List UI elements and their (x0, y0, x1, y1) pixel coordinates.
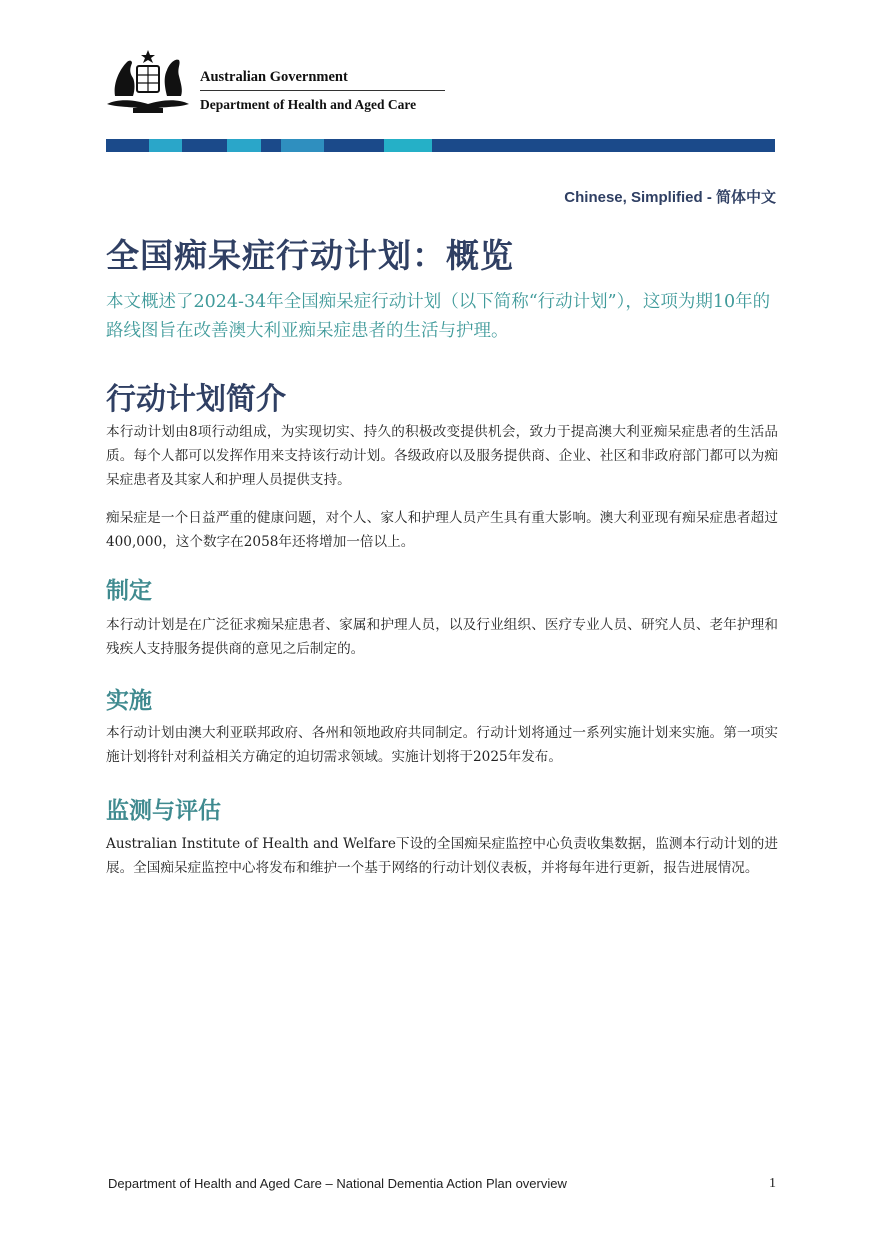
government-name: Australian Government (200, 68, 445, 91)
page-title: 全国痴呆症行动计划：概览 (106, 236, 514, 275)
color-bar-segment (384, 139, 432, 152)
government-wordmark (200, 68, 445, 113)
footer-document-title: Department of Health and Aged Care – National Dementia Action Plan overview (108, 1176, 567, 1191)
color-bar-segment (261, 139, 281, 152)
color-bar-segment (227, 139, 261, 152)
color-bar-segment (149, 139, 182, 152)
section-heading-intro: 行动计划简介 (106, 382, 286, 417)
intro-summary: 本文概述了2024-34年全国痴呆症行动计划（以下简称“行动计划”），这项为期10年的路线图旨在改善澳大利亚痴呆症患者的生活与护理。 (106, 292, 771, 341)
color-bar-segment (281, 139, 324, 152)
section-heading-development: 制定 (106, 578, 152, 604)
header-color-bar (106, 139, 775, 152)
footer-page-number: 1 (769, 1176, 776, 1191)
department-name: Department of Health and Aged Care (200, 97, 417, 112)
monitoring-paragraph: Australian Institute of Health and Welfare下设的全国痴呆症监控中心负责收集数据，监测本行动计划的进展。全国痴呆症监控中心将发布和维护一个基于网络的行动计划仪表板，并将每年进行更新，报告进展情况。 (106, 836, 778, 876)
section-heading-monitoring: 监测与评估 (106, 798, 221, 824)
color-bar-segment (324, 139, 384, 152)
language-label: Chinese, Simplified - 简体中文 (564, 189, 776, 206)
section-heading-implementation: 实施 (106, 688, 152, 714)
color-bar-segment (182, 139, 227, 152)
color-bar-segment (106, 139, 149, 152)
implementation-paragraph: 本行动计划由澳大利亚联邦政府、各州和领地政府共同制定。行动计划将通过一系列实施计划来实施。第一项实施计划将针对利益相关方确定的迫切需求领域。实施计划将于2025年发布。 (106, 725, 778, 765)
page-header (105, 48, 775, 118)
color-bar-segment (432, 139, 775, 152)
coat-of-arms-logo (105, 48, 191, 116)
intro-paragraph-1: 本行动计划由8项行动组成，为实现切实、持久的积极改变提供机会，致力于提高澳大利亚痴呆症患者的生活品质。每个人都可以发挥作用来支持该行动计划。各级政府以及服务提供商、企业、社区和非政府部门都可以为痴呆症患者及其家人和护理人员提供支持。 (106, 424, 778, 488)
development-paragraph: 本行动计划是在广泛征求痴呆症患者、家属和护理人员，以及行业组织、医疗专业人员、研究人员、老年护理和残疾人支持服务提供商的意见之后制定的。 (106, 617, 778, 657)
intro-paragraph-2: 痴呆症是一个日益严重的健康问题，对个人、家人和护理人员产生具有重大影响。澳大利亚现有痴呆症患者超过400,000，这个数字在2058年还将增加一倍以上。 (106, 510, 778, 550)
